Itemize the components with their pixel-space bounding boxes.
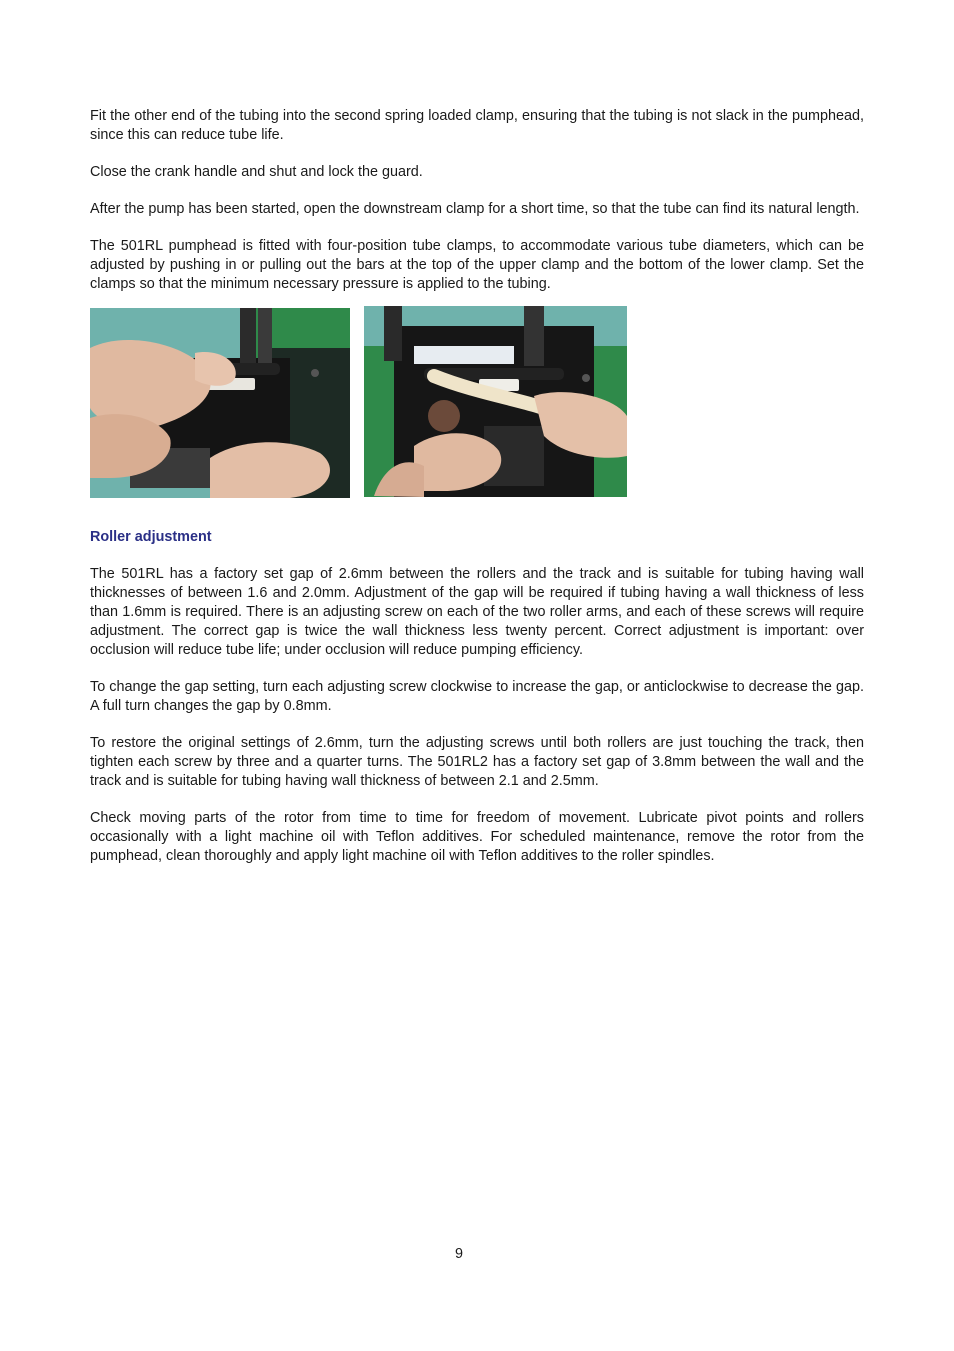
roller-paragraph-1: The 501RL has a factory set gap of 2.6mm between the rollers and the track and is suitable for tubing having wall thicknesses of between 1.6 and 2.0mm. Adjustment of the gap will be required if tubing having a wall thickness of less than 1.6mm is required. There is an adjusting screw on each of the two roller arms, and each of these screws will require adjustment. The correct gap is twice the wall thickness less twenty percent. Correct adjustment is important: over occlusion will reduce tube life; under occlusion will reduce pumping efficiency. xyxy=(90,566,864,658)
intro-paragraph-2: Close the crank handle and shut and lock the guard. xyxy=(90,164,423,180)
tube-insert-photo-right xyxy=(364,306,627,497)
roller-adjustment-heading: Roller adjustment xyxy=(90,529,212,545)
clamp-adjust-photo-left xyxy=(90,308,350,498)
intro-paragraph-3: After the pump has been started, open the downstream clamp for a short time, so that the tube can find its natural length. xyxy=(90,201,860,217)
photo-row xyxy=(90,300,864,520)
page-content xyxy=(90,107,864,866)
roller-paragraph-3: To restore the original settings of 2.6mm, turn the adjusting screws until both rollers are just touching the track, then tighten each screw by three and a quarter turns. The 501RL2 has a factory set gap of 3.8mm between the wall and the track and is suitable for tubing having wall thickness of between 2.1 and 2.5mm. xyxy=(90,735,864,789)
intro-paragraph-1: Fit the other end of the tubing into the second spring loaded clamp, ensuring that the tubing is not slack in the pumphead, since this can reduce tube life. xyxy=(90,108,864,143)
roller-paragraph-4: Check moving parts of the rotor from time to time for freedom of movement. Lubricate pivot points and rollers occasionally with a light machine oil with Teflon additives. For scheduled maintenance, remove the rotor from the pumphead, clean thoroughly and apply light machine oil with Teflon additives to the roller spindles. xyxy=(90,810,864,864)
intro-paragraph-4: The 501RL pumphead is fitted with four-position tube clamps, to accommodate various tube diameters, which can be adjusted by pushing in or pulling out the bars at the top of the upper clamp and the bottom of the lower clamp. Set the clamps so that the minimum necessary pressure is applied to the tubing. xyxy=(90,238,864,292)
page-number: 9 xyxy=(454,1246,463,1262)
roller-paragraph-2: To change the gap setting, turn each adjusting screw clockwise to increase the gap, or anticlockwise to decrease the gap. A full turn changes the gap by 0.8mm. xyxy=(90,679,864,714)
